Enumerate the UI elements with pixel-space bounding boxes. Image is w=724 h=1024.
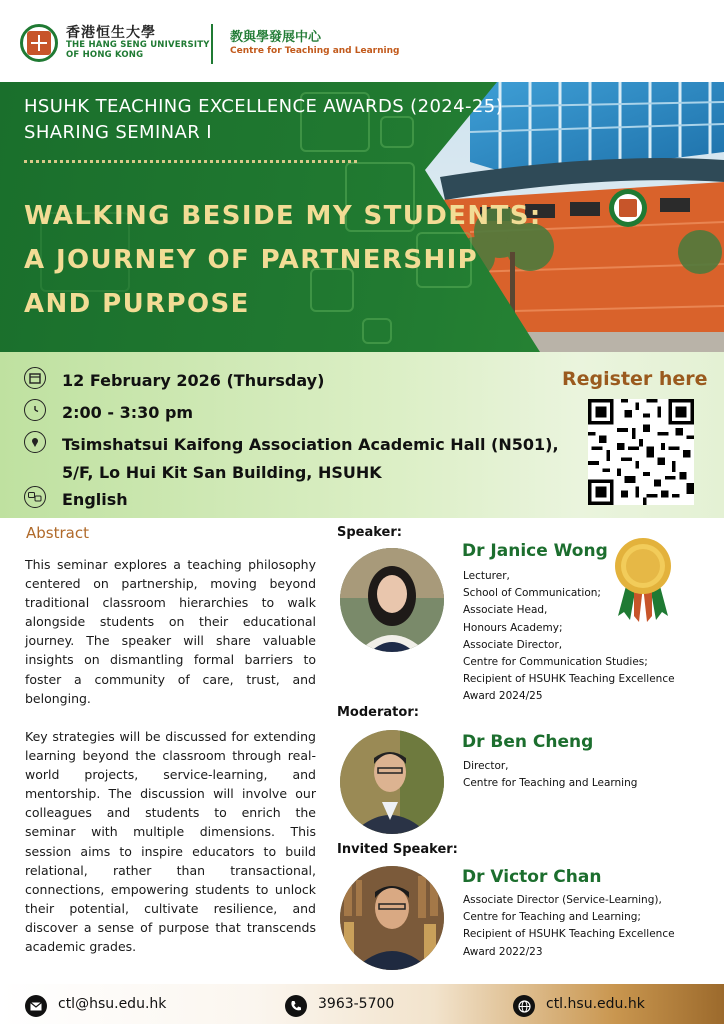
abstract-paragraph-1: This seminar explores a teaching philosophy centered on partnership, moving beyond traditional classroom hierarchies to walk alongside students on their educational journey. The speaker will share valuable insights on dismantling formal barriers to foster a community of care, trust, and belonging.: [25, 557, 316, 706]
event-date-row: [24, 367, 324, 395]
globe-icon: [513, 995, 535, 1017]
invited-speaker-title-line: Centre for Teaching and Learning;: [463, 911, 641, 924]
phone-icon: [285, 995, 307, 1017]
seminar-title-line3: AND PURPOSE: [24, 289, 250, 319]
moderator-role-label: Moderator:: [337, 705, 419, 720]
abstract-heading: Abstract: [26, 524, 89, 542]
location-pin-icon: [24, 431, 46, 453]
invited-speaker-titles: [463, 892, 675, 961]
calendar-icon: [24, 367, 46, 389]
moderator-titles: [463, 758, 637, 792]
invited-speaker-title-line: Associate Director (Service-Learning),: [463, 894, 662, 906]
event-venue-line2: 5/F, Lo Hui Kit San Building, HSUHK: [62, 463, 382, 482]
invited-speaker-name: Dr Victor Chan: [462, 867, 602, 887]
speaker-role-label: Speaker:: [337, 525, 402, 540]
seminar-title-line1: WALKING BESIDE MY STUDENTS:: [24, 201, 542, 231]
registration-qr-code[interactable]: [588, 399, 694, 505]
university-name-en-line1: THE HANG SENG UNIVERSITY: [66, 40, 210, 51]
header-logo-bar: [0, 0, 724, 82]
clock-icon: [24, 399, 46, 421]
contact-email[interactable]: ctl@hsu.edu.hk: [58, 996, 167, 1012]
speaker-title-line: Honours Academy;: [463, 621, 563, 634]
centre-name: [230, 30, 399, 58]
speaker-title-line: Associate Head,: [463, 604, 548, 617]
event-date: 12 February 2026 (Thursday): [62, 371, 325, 390]
moderator-portrait: [340, 730, 444, 834]
university-seal-logo: [20, 24, 58, 62]
university-name: [66, 26, 210, 60]
moderator-name: Dr Ben Cheng: [462, 732, 594, 752]
moderator-title-line: Director,: [463, 760, 509, 772]
contact-website[interactable]: ctl.hsu.edu.hk: [546, 996, 645, 1012]
event-venue-row: [24, 431, 559, 487]
register-here-label[interactable]: Register here: [562, 368, 708, 390]
contact-phone[interactable]: 3963-5700: [318, 996, 395, 1012]
speaker-title-line: Centre for Communication Studies;: [463, 656, 648, 669]
hero-subtitle-line2: SHARING SEMINAR I: [24, 122, 212, 143]
moderator-title-line: Centre for Teaching and Learning: [463, 777, 638, 790]
invited-speaker-role-label: Invited Speaker:: [337, 842, 458, 857]
university-name-zh: 香港恒生大學: [66, 25, 156, 41]
invited-speaker-portrait: [340, 866, 444, 970]
abstract-paragraph-2: Key strategies will be discussed for extending learning beyond the classroom through real-world projects, service-learning, and mentorship. The discussion will involve our colleagues and students to enrich the seminar with multiple dimensions. This session aims to inspire educators to build relational, rather than transactional, connections, empowering students to unlock their potential, cultivate resilience, and discover a sense of purpose that transcends academic grades.: [25, 729, 316, 955]
event-time-row: [24, 399, 193, 427]
award-medal-icon: [612, 536, 674, 626]
event-time: 2:00 - 3:30 pm: [62, 403, 194, 422]
email-icon: [25, 995, 47, 1017]
seminar-title-line2: A JOURNEY OF PARTNERSHIP: [24, 245, 479, 275]
speaker-title-line: Recipient of HSUHK Teaching Excellence: [463, 673, 675, 686]
language-icon: [24, 486, 46, 508]
hero-banner: [0, 82, 724, 352]
speaker-title-line: Award 2024/25: [463, 690, 543, 703]
speaker-name: Dr Janice Wong: [462, 541, 608, 561]
centre-name-en: Centre for Teaching and Learning: [230, 46, 400, 57]
seminar-title: [24, 194, 542, 326]
dotted-divider: [24, 160, 357, 163]
hero-subtitle-line1: HSUHK TEACHING EXCELLENCE AWARDS (2024-25): [24, 96, 504, 117]
speaker-title-line: School of Communication;: [463, 587, 601, 600]
event-venue-line1: Tsimshatsui Kaifong Association Academic Hall (N501),: [62, 435, 559, 454]
speaker-portrait: [340, 548, 444, 652]
invited-speaker-title-line: Recipient of HSUHK Teaching Excellence: [463, 928, 675, 941]
event-language-row: [24, 486, 128, 514]
speaker-title-line: Associate Director,: [463, 638, 563, 651]
event-venue: [62, 431, 559, 487]
contact-footer: [0, 984, 724, 1024]
event-info-band: [0, 352, 724, 518]
university-name-en-line2: OF HONG KONG: [66, 49, 144, 60]
event-language: English: [62, 490, 128, 509]
speaker-title-line: Lecturer,: [463, 570, 510, 582]
logo-divider: [211, 24, 213, 64]
invited-speaker-title-line: Award 2022/23: [463, 945, 543, 958]
centre-name-zh: 教與學發展中心: [230, 30, 322, 45]
hero-subtitle: [24, 94, 503, 146]
